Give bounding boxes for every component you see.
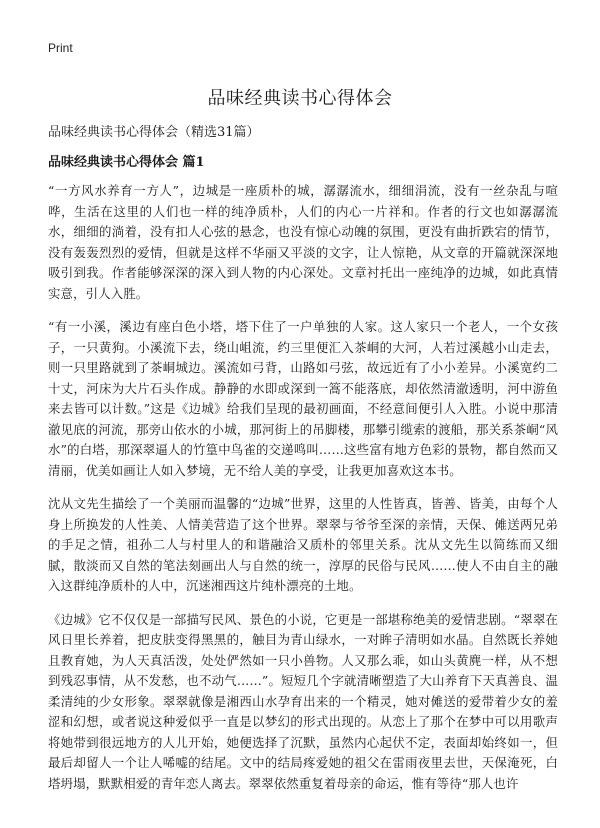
paragraph: “一方风水养育一方人”，边城是一座质朴的城，潺潺流水，细细涓流，没有一丝杂乱与喧哗，生活在这里的人们也一样的纯净质朴，人们的内心一片祥和。作者的行文也如潺潺流水，细细的淌着，没有扣人心弦的悬念，也没有惊心动魄的氛围，更没有曲折跌宕的情节，没有轰轰烈烈的爱情，但就是这样不华丽又平淡的文字，让人惊艳，从文章的开篇就深深地吸引到我。作者能够深深的深入到人物的内心深处。文章衬托出一座纯净的边城，如此真情实意，引人入胜。 [48,183,558,301]
document-subtitle: 品味经典读书心得体会（精选31篇） [48,125,260,140]
article-body [48,181,558,807]
section-heading: 品味经典读书心得体会 篇1 [48,155,205,170]
paragraph: “有一小溪，溪边有座白色小塔，塔下住了一户单独的人家。这人家只一个老人，一个女孩子，一只黄狗。小溪流下去，绕山岨流，约三里便汇入茶峒的大河，人若过溪越小山走去，则一只里路就到了茶峒城边。溪流如弓背，山路如弓弦，故远近有了小小差异。小溪宽约二十丈，河床为大片石头作成。静静的水即或深到一篙不能落底，却依然清澈透明，河中游鱼来去皆可以计数。”这是《边城》给我们呈现的最初画面，不经意间便引人入胜。小说中那清澈见底的河流，那旁山依水的小城，那河街上的吊脚楼，那攀引缆索的渡船，那关系茶峒“风水”的白塔，那深翠逼人的竹篁中鸟雀的交递鸣叫……这些富有地方色彩的景物，都自然而又清丽，优美如画让人如入梦境，无不给人美的享受，让我更加喜欢这本书。 [48,319,558,478]
print-link[interactable]: Print [48,41,73,55]
document-title: 品味经典读书心得体会 [207,88,393,109]
paragraph: 沈从文先生描绘了一个美丽而温馨的“边城”世界，这里的人性皆真，皆善、皆美，由每个人身上所换发的人性美、人情美营造了这个世界。翠翠与爷爷至深的亲情，天保、傩送两兄弟的手足之情，祖孙二人与村里人的和谐融洽又质朴的邻里关系。沈从文先生以简练而又细腻，散淡而又自然的笔法刻画出人与自然的统一，淳厚的民俗与民风……使人不由自主的融入这群纯净质朴的人中，沉迷湘西这片纯朴漂亮的土地。 [48,496,558,593]
paragraph: 《边城》它不仅仅是一部描写民风、景色的小说，它更是一部堪称绝美的爱情悲剧。“翠翠在风日里长养着，把皮肤变得黑黑的，触目为青山绿水，一对眸子清明如水晶。自然既长养她且教育她，为人天真活泼，处处俨然如一只小兽物。人又那么乖，如山头黄麂一样，从不想到残忍事情，从不发愁，也不动气……”。短短几个字就清晰塑造了大山养育下天真善良、温柔清纯的少女形象。翠翠就像是湘西山水孕育出来的一个精灵，她对傩送的爱带着少女的羞涩和幻想，或者说这种爱似乎一直是以梦幻的形式出现的。从恋上了那个在梦中可以用歌声将她带到很远地方的人儿开始，她便选择了沉默，虽然内心起伏不定，表面却始终如一，但最后却留人一个让人唏嘘的结尾。文中的结局疼爱她的祖父在雷雨夜里去世，天保淹死，白塔坍塌，默默相爱的青年恋人离去。翠翠依然重复着母亲的命运，惟有等待“那人也许 [48,611,558,791]
